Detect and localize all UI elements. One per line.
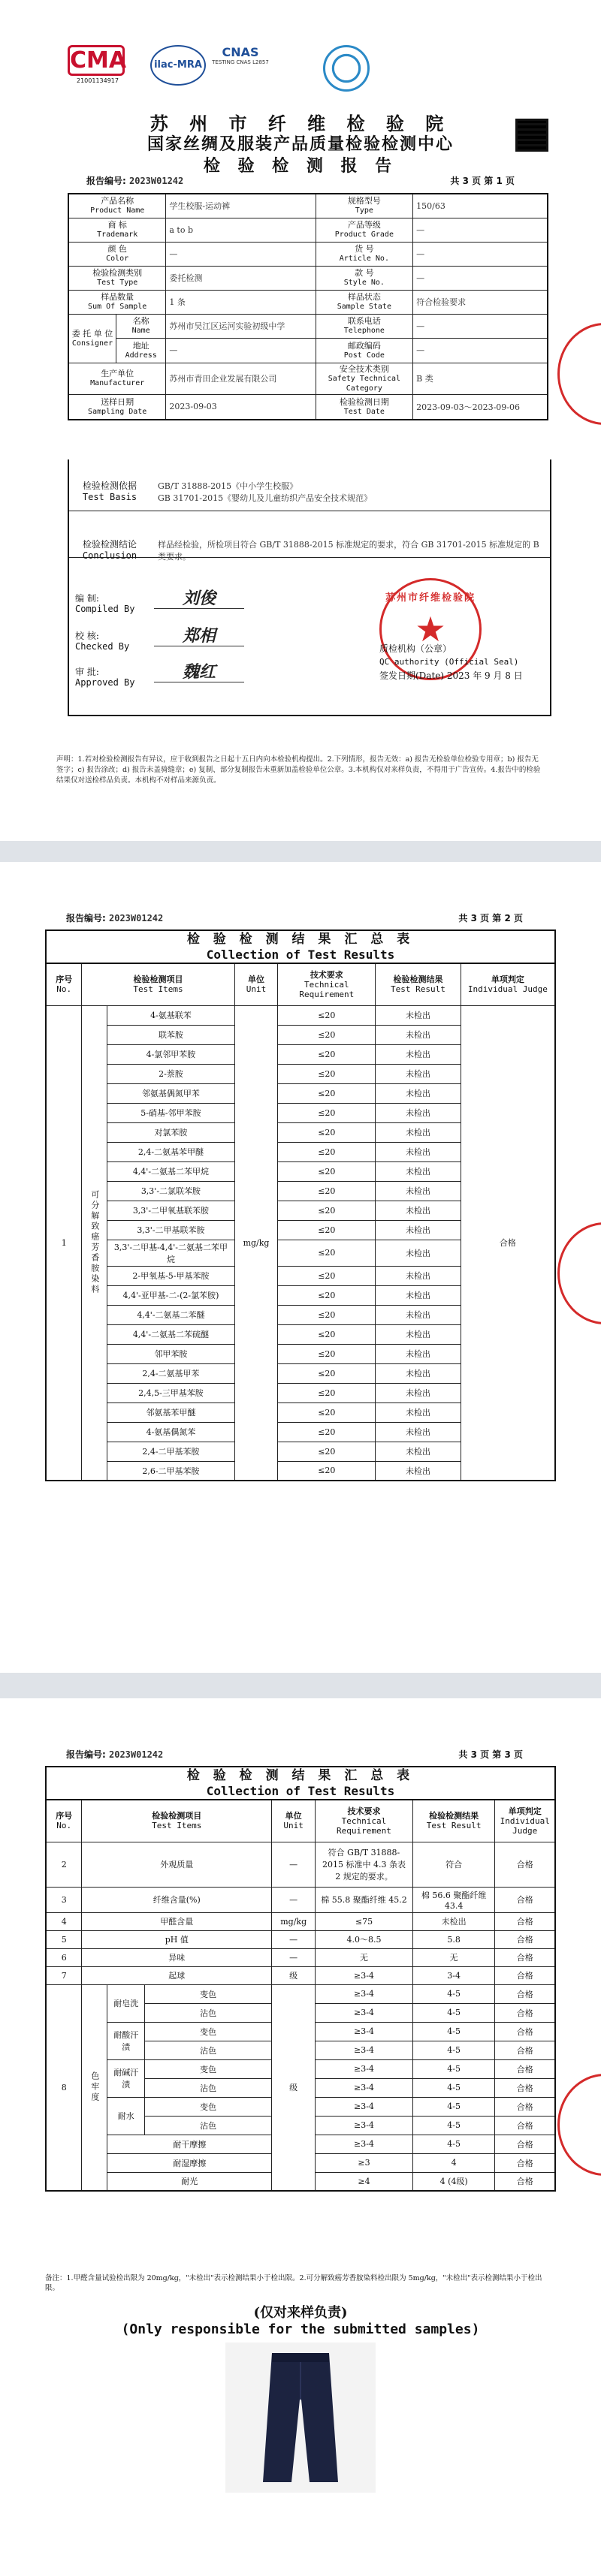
col-no: 序号 No. xyxy=(46,963,82,1005)
sample-caption-en: (Only responsible for the submitted samples) xyxy=(121,2321,480,2337)
table-row xyxy=(46,1842,555,1887)
row-result: 3-4 xyxy=(412,1966,495,1984)
row-result: 未检出 xyxy=(376,1103,461,1122)
row-subitem: 耐碱汗渍 xyxy=(107,2059,145,2097)
conclusion-text: 样品经检验，所检项目符合 GB/T 31888-2015 标准规定的要求，符合 GB 31701-2015 标准规定的 B 类要求。 xyxy=(158,540,539,562)
row-requirement: ≤20 xyxy=(278,1064,376,1083)
row-no: 1 xyxy=(46,1005,82,1481)
row-result: 未检出 xyxy=(376,1422,461,1442)
row-result: 未检出 xyxy=(376,1142,461,1161)
row-item: 4-氯邻甲苯胺 xyxy=(107,1044,234,1064)
row-item: 4,4'-亚甲基-二-(2-氯苯胺) xyxy=(107,1285,234,1305)
row-requirement: ≥3-4 xyxy=(316,1966,413,1984)
row-judge: 合格 xyxy=(495,1966,555,1984)
row-result: 符合 xyxy=(412,1842,495,1887)
manufacturer-value: 苏州市青田企业发展有限公司 xyxy=(166,363,316,394)
row-no: 2 xyxy=(46,1842,82,1887)
report-page-3: 报告编号: 2023W01242 共 3 页 第 3 页 检 验 检 测 结 果 汇 总 表 Collection of Test Results 序号 No. 检验检测项目 Test Items 单位 Unit 技术要求 Technical Requirement 检验检测结果 Test Result 单项判定 Individual Judge 2 外观质量 — 符合 GB/T 31888-2015 标准中 4.3 条表 2 规定的要求。 符合 合格 3 纤维含量(%) — 棉 55.8 聚酯纤维 45.2 棉 56.6 聚酯纤维 43.4 合格 4 甲醛含量 mg/kg ≤75 未检出 合格 5 pH 值 — 4.0～8.5 5.8 合格 6 异味 — 无 无 合格 7 起球 级 ≥3-4 3-4 合格 8 色牢度 耐皂洗 变色 级 ≥3-4 4-5 合格 沾色 ≥3-4 4-5 合格 耐酸汗渍 变色 ≥3-4 4-5 合格 沾色 ≥3-4 4-5 合格 耐碱汗渍 变色 ≥3-4 4-5 合格 沾色 ≥3-4 4-5 合格 耐水 变色 ≥3-4 4-5 合格 沾色 ≥3-4 4-5 合格 耐干摩擦 ≥3-4 4-5 合格 耐湿摩擦 ≥3 4 合格 耐光 ≥4 4 (4级) 合格 备注：1.甲醛含量试验检出限为 20mg/kg，"未检出"表示检测结果小于检出限。2.可分解致癌芳香胺染料检出限为 5mg/kg，"未检出"表示检测结果小于检出限。 xyxy=(0,1698,601,2576)
row-unit: 级 xyxy=(272,1984,316,2191)
row-subitem: 耐光 xyxy=(107,2172,272,2191)
col-judge-p3: 单项判定 Individual Judge xyxy=(495,1800,555,1842)
col-result-p3: 检验检测结果 Test Result xyxy=(412,1800,495,1842)
row-item: 4-氨基联苯 xyxy=(107,1005,234,1025)
row-item: 起球 xyxy=(82,1966,272,1984)
row-result: 未检出 xyxy=(376,1383,461,1402)
row-group: 色牢度 xyxy=(82,1984,107,2191)
product-name-value: 学生校服-运动裤 xyxy=(166,194,316,218)
row-subitem: 耐皂洗 xyxy=(107,1984,145,2022)
style-value: — xyxy=(413,266,548,290)
checked-signature: 郑相 xyxy=(154,623,244,646)
row-result: 未检出 xyxy=(376,1122,461,1142)
official-seal-stamp: 苏州市纤维检验院 ★ xyxy=(379,578,482,680)
row-judge: 合格 xyxy=(495,2059,555,2078)
institute-emblem-icon xyxy=(323,45,370,92)
row-kind: 变色 xyxy=(145,1984,272,2003)
row-requirement: ≥3 xyxy=(316,2153,413,2172)
row-item: 2,4-二氨基苯甲醚 xyxy=(107,1142,234,1161)
row-judge: 合格 xyxy=(495,1887,555,1912)
row-requirement: ≥3-4 xyxy=(316,2059,413,2078)
row-result: 4 (4级) xyxy=(412,2172,495,2191)
telephone-label: 联系电话 Telephone xyxy=(316,314,413,339)
header-logos xyxy=(68,45,533,98)
sample-info-table xyxy=(68,193,548,420)
row-judge: 合格 xyxy=(495,1948,555,1966)
col-judge: 单项判定 Individual Judge xyxy=(461,963,555,1005)
safety-label: 安全技术类别 Safety Technical Category xyxy=(316,363,413,394)
row-item: 纤维含量(%) xyxy=(82,1887,272,1912)
row-result: 未检出 xyxy=(376,1025,461,1044)
row-result: 未检出 xyxy=(376,1181,461,1201)
sampling-date-label: 送样日期 Sampling Date xyxy=(68,394,166,420)
row-requirement: 无 xyxy=(316,1948,413,1966)
notes-text: 备注：1.甲醛含量试验检出限为 20mg/kg，"未检出"表示检测结果小于检出限。2.可分解致癌芳香胺染料检出限为 5mg/kg，"未检出"表示检测结果小于检出限。 xyxy=(45,2274,542,2292)
col-result: 检验检测结果 Test Result xyxy=(376,963,461,1005)
row-unit: — xyxy=(272,1930,316,1948)
row-result: 未检出 xyxy=(376,1442,461,1461)
report-title: 检 验 检 测 报 告 xyxy=(203,156,398,176)
row-judge: 合格 xyxy=(495,2041,555,2059)
test-date-value: 2023-09-03～2023-09-06 xyxy=(413,394,548,420)
row-requirement: ≤20 xyxy=(278,1266,376,1285)
row-result: 未检出 xyxy=(412,1912,495,1930)
spec-value: 150/63 xyxy=(413,194,548,218)
address-value: — xyxy=(166,339,316,363)
safety-value: B 类 xyxy=(413,363,548,394)
row-result: 4-5 xyxy=(412,2078,495,2097)
row-item: 3,3'-二甲基-4,4'-二氨基二苯甲烷 xyxy=(107,1240,234,1266)
table-row xyxy=(46,1930,555,1948)
qc-line-en: QC authority (Official Seal) xyxy=(379,657,519,667)
basis-label: 检验检测依据 Test Basis xyxy=(82,481,137,502)
approved-signature: 魏红 xyxy=(154,659,244,682)
row-judge: 合格 xyxy=(495,1842,555,1887)
cnas-mark: CNAS xyxy=(222,45,259,59)
style-label: 款 号 Style No. xyxy=(316,266,413,290)
row-result: 未检出 xyxy=(376,1324,461,1344)
row-requirement: ≤20 xyxy=(278,1305,376,1324)
row-judge: 合格 xyxy=(495,1912,555,1930)
page-counter-p3: 共 3 页 第 3 页 xyxy=(458,1749,523,1760)
row-kind: 变色 xyxy=(145,2022,272,2041)
row-judge: 合格 xyxy=(495,1930,555,1948)
institute-title: 苏 州 市 纤 维 检 验 院 xyxy=(149,113,452,134)
row-requirement: ≤20 xyxy=(278,1461,376,1481)
page-counter-p2: 共 3 页 第 2 页 xyxy=(458,913,523,923)
row-requirement: ≤20 xyxy=(278,1122,376,1142)
row-item: 2,4-二氨基甲苯 xyxy=(107,1363,234,1383)
manufacturer-label: 生产单位 Manufacturer xyxy=(68,363,166,394)
row-item: 2,4,5-三甲基苯胺 xyxy=(107,1383,234,1402)
row-result: 5.8 xyxy=(412,1930,495,1948)
report-no-label: 报告编号: xyxy=(86,176,126,186)
row-item: 邻氨基偶氮甲苯 xyxy=(107,1083,234,1103)
declaration-text: 声明：1.若对检验检测报告有异议，应于收到报告之日起十五日内向本检验机构提出。2.下列情形，报告无效：a) 报告无检验单位检验专用章；b) 报告无签字；c) 报告涂改；d) 报告未盖骑缝章；e) 复制、部分复制报告未重新加盖检验单位公章。3.本机构仅对来样负责，不得用于广告宣传。4.报告中的检验结果仅对送检样品负责。本机构不对样品来源负责。 xyxy=(56,755,541,785)
summary-title-p2: 检 验 检 测 结 果 汇 总 表 Collection of Test Results xyxy=(45,929,556,964)
row-item: 5-硝基-邻甲苯胺 xyxy=(107,1103,234,1122)
row-kind: 沾色 xyxy=(145,2078,272,2097)
row-result: 未检出 xyxy=(376,1402,461,1422)
basis-line-2: GB 31701-2015《婴幼儿及儿童纺织产品安全技术规范》 xyxy=(158,493,373,503)
row-result: 未检出 xyxy=(376,1005,461,1025)
approved-label: 审 批: Approved By xyxy=(75,667,135,688)
row-result: 未检出 xyxy=(376,1266,461,1285)
row-kind: 变色 xyxy=(145,2097,272,2116)
article-value: — xyxy=(413,242,548,266)
conclusion-label: 检验检测结论 Conclusion xyxy=(82,539,137,561)
row-judge: 合格 xyxy=(461,1005,555,1481)
sample-caption-cn: (仅对来样负责) xyxy=(253,2305,348,2321)
row-requirement: 符合 GB/T 31888-2015 标准中 4.3 条表 2 规定的要求。 xyxy=(316,1842,413,1887)
row-subitem: 耐湿摩擦 xyxy=(107,2153,272,2172)
grade-label: 产品等级 Product Grade xyxy=(316,218,413,242)
center-title: 国家丝绸及服装产品质量检验检测中心 xyxy=(146,134,454,154)
report-number: 2023W01242 xyxy=(129,176,184,186)
row-judge: 合格 xyxy=(495,2097,555,2116)
row-requirement: ≥3-4 xyxy=(316,2097,413,2116)
trademark-label: 商 标 Trademark xyxy=(68,218,166,242)
row-no: 6 xyxy=(46,1948,82,1966)
row-subitem: 耐干摩擦 xyxy=(107,2135,272,2153)
color-value: — xyxy=(166,242,316,266)
row-result: 棉 56.6 聚酯纤维 43.4 xyxy=(412,1887,495,1912)
row-result: 4-5 xyxy=(412,2116,495,2135)
post-code-value: — xyxy=(413,339,548,363)
row-item: 2,6-二甲基苯胺 xyxy=(107,1461,234,1481)
row-subitem: 耐水 xyxy=(107,2097,145,2135)
report-page-1 xyxy=(0,0,601,841)
basis-standards xyxy=(158,481,548,505)
row-requirement: ≤20 xyxy=(278,1344,376,1363)
row-requirement: ≤20 xyxy=(278,1442,376,1461)
results-table-p3 xyxy=(45,1799,556,2192)
issue-date: 签发日期(Date) 2023 年 9 月 8 日 xyxy=(379,670,523,681)
row-unit: mg/kg xyxy=(234,1005,278,1481)
row-requirement: ≤20 xyxy=(278,1220,376,1240)
row-requirement: ≤20 xyxy=(278,1285,376,1305)
col-item: 检验检测项目 Test Items xyxy=(82,963,234,1005)
cma-number: 21001134917 xyxy=(77,77,119,84)
row-unit: — xyxy=(272,1887,316,1912)
row-no: 4 xyxy=(46,1912,82,1930)
table-row xyxy=(46,1887,555,1912)
sample-pants-photo xyxy=(225,2343,376,2493)
table-row xyxy=(46,1966,555,1984)
col-req-p3: 技术要求 Technical Requirement xyxy=(316,1800,413,1842)
row-result: 未检出 xyxy=(376,1044,461,1064)
row-requirement: ≤20 xyxy=(278,1161,376,1181)
row-requirement: ≤20 xyxy=(278,1383,376,1402)
row-requirement: ≤20 xyxy=(278,1422,376,1442)
quantity-label: 样品数量 Sum Of Sample xyxy=(68,290,166,314)
row-result: 4-5 xyxy=(412,2135,495,2153)
row-item: 2,4-二甲基苯胺 xyxy=(107,1442,234,1461)
row-requirement: ≤20 xyxy=(278,1363,376,1383)
row-requirement: ≥3-4 xyxy=(316,2135,413,2153)
row-requirement: ≤20 xyxy=(278,1083,376,1103)
row-requirement: ≤20 xyxy=(278,1201,376,1220)
row-requirement: ≥3-4 xyxy=(316,2003,413,2022)
row-judge: 合格 xyxy=(495,2003,555,2022)
test-type-value: 委托检测 xyxy=(166,266,316,290)
row-kind: 沾色 xyxy=(145,2041,272,2059)
col-unit-p3: 单位 Unit xyxy=(272,1800,316,1842)
consigner-label: 委 托 单 位 Consigner 名称 Name 地址 Address xyxy=(68,314,166,363)
row-requirement: ≤20 xyxy=(278,1181,376,1201)
row-item: 4,4'-二氨基二苯醚 xyxy=(107,1305,234,1324)
row-unit: 级 xyxy=(272,1966,316,1984)
row-requirement: ≤20 xyxy=(278,1005,376,1025)
row-requirement: ≤20 xyxy=(278,1044,376,1064)
row-item: 甲醛含量 xyxy=(82,1912,272,1930)
row-judge: 合格 xyxy=(495,2172,555,2191)
row-requirement: ≥3-4 xyxy=(316,2078,413,2097)
row-no: 7 xyxy=(46,1966,82,1984)
row-judge: 合格 xyxy=(495,2135,555,2153)
row-requirement: ≤20 xyxy=(278,1240,376,1266)
row-result: 未检出 xyxy=(376,1161,461,1181)
row-item: 3,3'-二氯联苯胺 xyxy=(107,1181,234,1201)
row-judge: 合格 xyxy=(495,2153,555,2172)
row-unit: — xyxy=(272,1842,316,1887)
row-item: 外观质量 xyxy=(82,1842,272,1887)
qc-authority xyxy=(379,642,523,682)
row-requirement: ≥4 xyxy=(316,2172,413,2191)
row-result: 未检出 xyxy=(376,1220,461,1240)
cnas-sub: TESTING CNAS L2857 xyxy=(212,59,269,65)
row-requirement: ≤20 xyxy=(278,1402,376,1422)
row-requirement: ≤20 xyxy=(278,1025,376,1044)
col-unit: 单位 Unit xyxy=(234,963,278,1005)
test-type-label: 检验检测类别 Test Type xyxy=(68,266,166,290)
row-result: 未检出 xyxy=(376,1305,461,1324)
row-item: 4,4'-二氨基二苯甲烷 xyxy=(107,1161,234,1181)
ilac-mra-logo: ilac-MRA xyxy=(150,45,206,86)
row-result: 未检出 xyxy=(376,1363,461,1383)
compiled-signature: 刘俊 xyxy=(154,586,244,609)
row-result: 4-5 xyxy=(412,2022,495,2041)
article-label: 货 号 Article No. xyxy=(316,242,413,266)
margin-seal-stamp-p3 xyxy=(557,2074,601,2176)
sampling-date-value: 2023-09-03 xyxy=(166,394,316,420)
row-judge: 合格 xyxy=(495,2022,555,2041)
row-item: 邻氨基苯甲醚 xyxy=(107,1402,234,1422)
margin-seal-stamp xyxy=(557,323,601,425)
consigner-name-label: 名称 Name xyxy=(116,315,165,339)
qc-line-cn: 质检机构（公章） xyxy=(379,643,452,654)
row-requirement: ≥3-4 xyxy=(316,2116,413,2135)
table-row xyxy=(46,1912,555,1930)
row-requirement: 棉 55.8 聚酯纤维 45.2 xyxy=(316,1887,413,1912)
row-result: 未检出 xyxy=(376,1344,461,1363)
row-item: 邻甲苯胺 xyxy=(107,1344,234,1363)
row-no: 3 xyxy=(46,1887,82,1912)
qr-code-icon xyxy=(515,119,548,152)
row-unit: mg/kg xyxy=(272,1912,316,1930)
row-judge: 合格 xyxy=(495,2116,555,2135)
row-item: pH 值 xyxy=(82,1930,272,1948)
row-item: 对氯苯胺 xyxy=(107,1122,234,1142)
row-item: 2-萘胺 xyxy=(107,1064,234,1083)
row-requirement: 4.0～8.5 xyxy=(316,1930,413,1948)
test-date-label: 检验检测日期 Test Date xyxy=(316,394,413,420)
compiled-label: 编 制: Compiled By xyxy=(75,593,135,614)
row-item: 联苯胺 xyxy=(107,1025,234,1044)
row-result: 未检出 xyxy=(376,1064,461,1083)
row-requirement: ≥3-4 xyxy=(316,1984,413,2003)
row-result: 4-5 xyxy=(412,2003,495,2022)
checked-label: 校 核: Checked By xyxy=(75,631,130,652)
table-row xyxy=(46,1984,555,2003)
row-item: 4,4'-二氨基二苯硫醚 xyxy=(107,1324,234,1344)
row-kind: 沾色 xyxy=(145,2003,272,2022)
row-item: 3,3'-二甲氧基联苯胺 xyxy=(107,1201,234,1220)
quantity-value: 1 条 xyxy=(166,290,316,314)
row-result: 4-5 xyxy=(412,2097,495,2116)
col-item-p3: 检验检测项目 Test Items xyxy=(82,1800,272,1842)
trademark-value: a to b xyxy=(166,218,316,242)
row-item: 3,3'-二甲基联苯胺 xyxy=(107,1220,234,1240)
table-row xyxy=(46,1005,555,1025)
row-judge: 合格 xyxy=(495,1984,555,2003)
row-result: 未检出 xyxy=(376,1083,461,1103)
row-subitem: 耐酸汗渍 xyxy=(107,2022,145,2059)
col-no-p3: 序号 No. xyxy=(46,1800,82,1842)
row-kind: 沾色 xyxy=(145,2116,272,2135)
summary-title-p3: 检 验 检 测 结 果 汇 总 表 Collection of Test Results xyxy=(45,1766,556,1800)
cnas-logo xyxy=(210,45,270,65)
basis-line-1: GB/T 31888-2015《中小学生校服》 xyxy=(158,481,298,491)
row-kind: 变色 xyxy=(145,2059,272,2078)
row-result: 未检出 xyxy=(376,1285,461,1305)
row-requirement: ≥3-4 xyxy=(316,2022,413,2041)
row-result: 无 xyxy=(412,1948,495,1966)
row-item: 异味 xyxy=(82,1948,272,1966)
row-result: 未检出 xyxy=(376,1201,461,1220)
row-item: 4-氨基偶氮苯 xyxy=(107,1422,234,1442)
cma-logo: CMA 21001134917 xyxy=(68,45,128,84)
row-result: 未检出 xyxy=(376,1461,461,1481)
row-item: 2-甲氧基-5-甲基苯胺 xyxy=(107,1266,234,1285)
spec-label: 规格型号 Type xyxy=(316,194,413,218)
consigner-address-label: 地址 Address xyxy=(125,340,157,360)
report-page-2: 报告编号: 2023W01242 共 3 页 第 2 页 检 验 检 测 结 果 汇 总 表 Collection of Test Results 序号 No. 检验检测项目 Test Items 单位 Unit 技术要求 Technical Requirement 检验检测结果 Test Result 单项判定 Individual Judge 1 可分解致癌芳香胺染料 4-氨基联苯 mg/kg ≤20 未检出 合格 联苯胺 ≤20 未检出 4-氯邻甲苯胺 ≤20 未检出 2-萘胺 ≤20 未检出 邻氨基偶氮甲苯 ≤20 未检出 5-硝基-邻甲苯胺 ≤20 未检出 对氯苯胺 ≤20 未检出 2,4-二氨基苯甲醚 ≤20 未检出 4,4'-二氨基二苯甲烷 ≤20 未检出 3,3'-二氯联苯胺 ≤20 未检出 3,3'-二甲氧基联苯胺 ≤20 未检出 3,3'-二甲基联苯胺 ≤20 未检出 3,3'-二甲基-4,4'-二氨基二苯甲烷 ≤20 未检出 2-甲氧基-5-甲基苯胺 ≤20 未检出 4,4'-亚甲基-二-(2-氯苯胺) ≤20 未检出 4,4'-二氨基二苯醚 ≤20 未检出 4,4'-二氨基二苯硫醚 ≤20 未检出 邻甲苯胺 ≤20 未检出 2,4-二氨基甲苯 ≤20 未检出 2,4,5-三甲基苯胺 ≤20 未检出 邻氨基苯甲醚 ≤20 未检出 4-氨基偶氮苯 ≤20 未检出 2,4-二甲基苯胺 ≤20 未检出 2,6-二甲基苯胺 ≤20 未检出 xyxy=(0,862,601,1673)
row-result: 4-5 xyxy=(412,2059,495,2078)
row-requirement: ≤20 xyxy=(278,1142,376,1161)
sample-state-label: 样品状态 Sample State xyxy=(316,290,413,314)
row-requirement: ≥3-4 xyxy=(316,2041,413,2059)
row-no: 8 xyxy=(46,1984,82,2191)
row-requirement: ≤20 xyxy=(278,1103,376,1122)
row-requirement: ≤20 xyxy=(278,1324,376,1344)
product-name-label: 产品名称 Product Name xyxy=(68,194,166,218)
row-requirement: ≤75 xyxy=(316,1912,413,1930)
row-judge: 合格 xyxy=(495,2078,555,2097)
row-result: 4-5 xyxy=(412,1984,495,2003)
color-label: 颜 色 Color xyxy=(68,242,166,266)
row-unit: — xyxy=(272,1948,316,1966)
row-result: 4-5 xyxy=(412,2041,495,2059)
row-result: 未检出 xyxy=(376,1240,461,1266)
grade-value: — xyxy=(413,218,548,242)
row-no: 5 xyxy=(46,1930,82,1948)
sample-state-value: 符合检验要求 xyxy=(413,290,548,314)
col-req: 技术要求 Technical Requirement xyxy=(278,963,376,1005)
post-code-label: 邮政编码 Post Code xyxy=(316,339,413,363)
margin-seal-stamp-p2 xyxy=(557,1222,601,1324)
row-result: 4 xyxy=(412,2153,495,2172)
row-group: 可分解致癌芳香胺染料 xyxy=(82,1005,107,1481)
page-counter: 共 3 页 第 1 页 xyxy=(450,176,515,186)
results-table-p2 xyxy=(45,963,556,1481)
consigner-name-value: 苏州市吴江区运河实验初级中学 xyxy=(166,314,316,339)
telephone-value: — xyxy=(413,314,548,339)
table-row xyxy=(46,1948,555,1966)
